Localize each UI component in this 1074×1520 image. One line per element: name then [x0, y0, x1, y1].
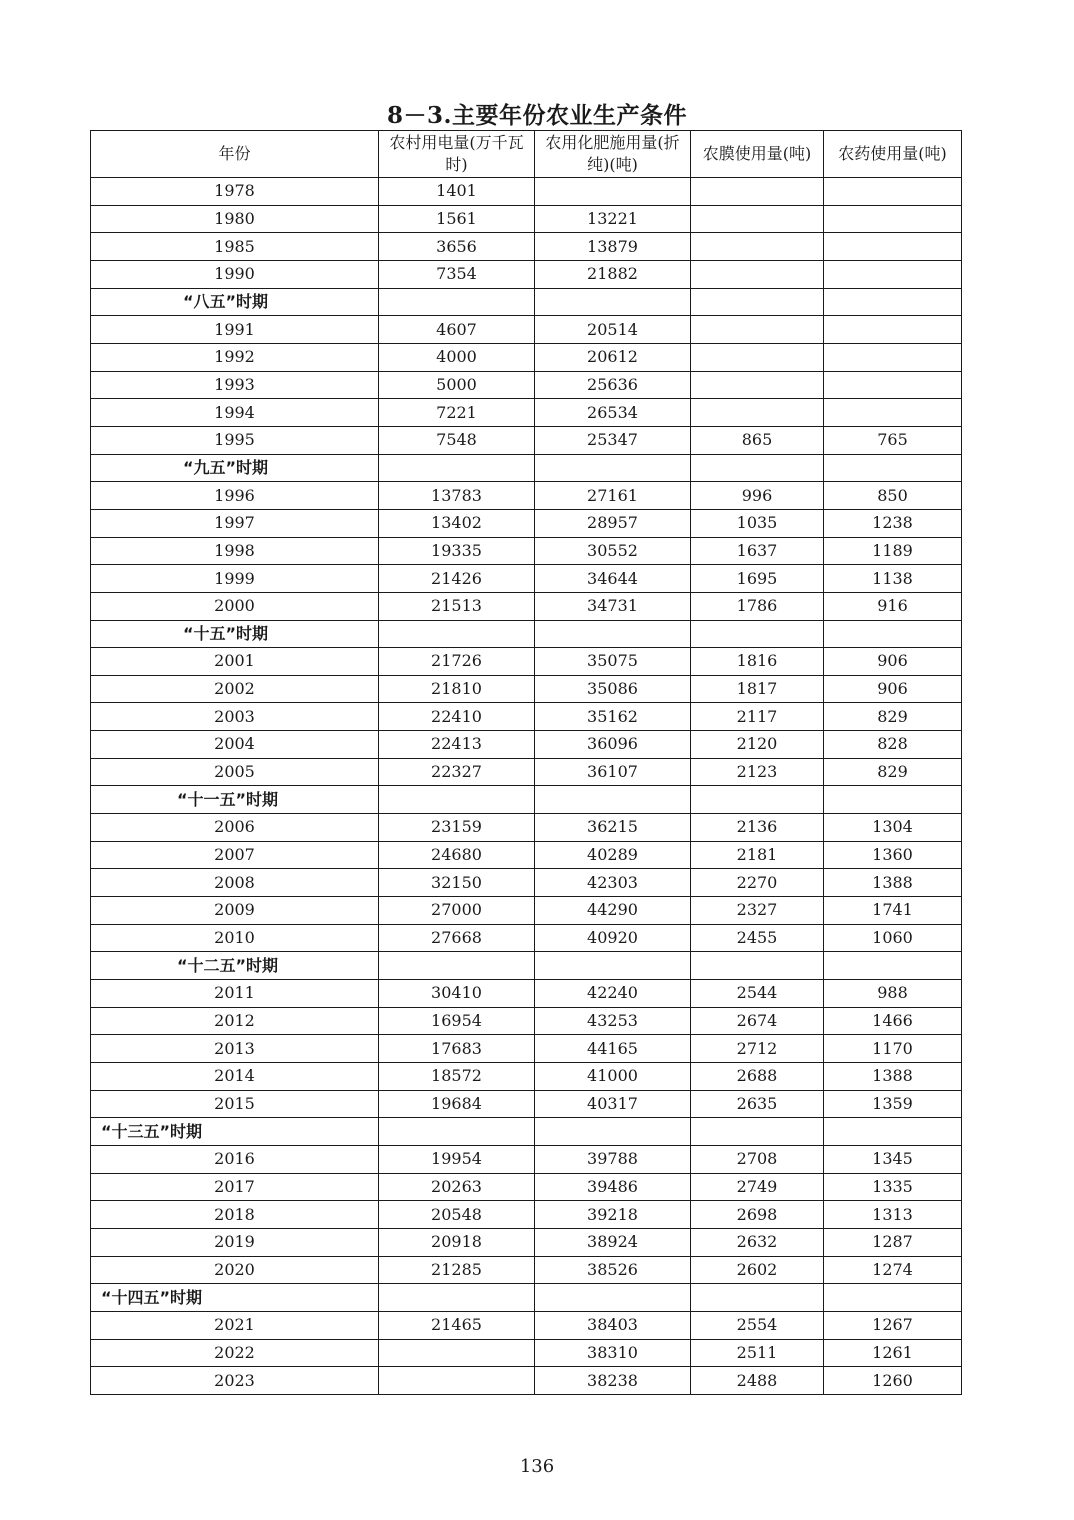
year-cell: 2002	[91, 675, 379, 703]
table-row	[91, 205, 962, 233]
fertilizer-cell: 41000	[535, 1063, 691, 1091]
pesticide-cell	[824, 233, 962, 261]
table-row	[91, 482, 962, 510]
plastic-film-cell	[691, 371, 824, 399]
header-rural-power: 农村用电量(万千瓦时)	[379, 131, 535, 178]
header-fertilizer: 农用化肥施用量(折纯)(吨)	[535, 131, 691, 178]
plastic-film-cell: 2554	[691, 1311, 824, 1339]
fertilizer-cell: 43253	[535, 1007, 691, 1035]
pesticide-cell	[824, 786, 962, 814]
table-row	[91, 758, 962, 786]
plastic-film-cell: 1637	[691, 537, 824, 565]
rural-power-cell	[379, 1284, 535, 1312]
year-cell: 2008	[91, 869, 379, 897]
pesticide-cell	[824, 316, 962, 344]
table-row	[91, 703, 962, 731]
fertilizer-cell: 38924	[535, 1228, 691, 1256]
year-cell: 2003	[91, 703, 379, 731]
period-row	[91, 1284, 962, 1312]
fertilizer-cell: 36215	[535, 814, 691, 842]
rural-power-cell: 22410	[379, 703, 535, 731]
rural-power-cell: 21726	[379, 648, 535, 676]
plastic-film-cell: 2123	[691, 758, 824, 786]
table-row	[91, 233, 962, 261]
rural-power-cell: 21810	[379, 675, 535, 703]
rural-power-cell	[379, 786, 535, 814]
rural-power-cell: 7548	[379, 426, 535, 454]
table-row	[91, 648, 962, 676]
pesticide-cell: 1741	[824, 897, 962, 925]
fertilizer-cell: 35086	[535, 675, 691, 703]
plastic-film-cell	[691, 1284, 824, 1312]
agri-conditions-table	[90, 130, 962, 1395]
plastic-film-cell: 1816	[691, 648, 824, 676]
header-year: 年份	[91, 131, 379, 178]
table-row	[91, 316, 962, 344]
rural-power-cell: 19335	[379, 537, 535, 565]
pesticide-cell: 828	[824, 731, 962, 759]
plastic-film-cell: 2181	[691, 841, 824, 869]
pesticide-cell: 1274	[824, 1256, 962, 1284]
year-cell: 2023	[91, 1367, 379, 1395]
pesticide-cell: 1170	[824, 1035, 962, 1063]
rural-power-cell: 4607	[379, 316, 535, 344]
year-cell: 2018	[91, 1201, 379, 1229]
year-cell: 2001	[91, 648, 379, 676]
pesticide-cell	[824, 1118, 962, 1146]
year-cell: 2007	[91, 841, 379, 869]
plastic-film-cell: 2698	[691, 1201, 824, 1229]
rural-power-cell	[379, 288, 535, 316]
rural-power-cell: 7354	[379, 260, 535, 288]
period-label: “十三五”时期	[91, 1118, 379, 1146]
pesticide-cell	[824, 620, 962, 648]
fertilizer-cell	[535, 1118, 691, 1146]
plastic-film-cell: 2602	[691, 1256, 824, 1284]
plastic-film-cell: 1035	[691, 509, 824, 537]
plastic-film-cell: 2674	[691, 1007, 824, 1035]
plastic-film-cell	[691, 260, 824, 288]
year-cell: 1999	[91, 565, 379, 593]
fertilizer-cell: 13221	[535, 205, 691, 233]
rural-power-cell: 17683	[379, 1035, 535, 1063]
rural-power-cell	[379, 1118, 535, 1146]
plastic-film-cell: 2632	[691, 1228, 824, 1256]
table-row	[91, 371, 962, 399]
year-cell: 1990	[91, 260, 379, 288]
rural-power-cell: 30410	[379, 980, 535, 1008]
plastic-film-cell: 2117	[691, 703, 824, 731]
rural-power-cell: 24680	[379, 841, 535, 869]
table-row	[91, 1090, 962, 1118]
table-row	[91, 897, 962, 925]
plastic-film-cell: 2749	[691, 1173, 824, 1201]
pesticide-cell: 1335	[824, 1173, 962, 1201]
plastic-film-cell	[691, 233, 824, 261]
table-row	[91, 924, 962, 952]
fertilizer-cell: 39788	[535, 1145, 691, 1173]
fertilizer-cell	[535, 952, 691, 980]
rural-power-cell: 13402	[379, 509, 535, 537]
rural-power-cell: 16954	[379, 1007, 535, 1035]
table-row	[91, 675, 962, 703]
fertilizer-cell	[535, 1284, 691, 1312]
pesticide-cell	[824, 371, 962, 399]
pesticide-cell: 1138	[824, 565, 962, 593]
pesticide-cell: 1360	[824, 841, 962, 869]
rural-power-cell: 21285	[379, 1256, 535, 1284]
fertilizer-cell: 25347	[535, 426, 691, 454]
pesticide-cell	[824, 343, 962, 371]
period-label: “十一五”时期	[91, 786, 379, 814]
pesticide-cell	[824, 288, 962, 316]
table-row	[91, 731, 962, 759]
rural-power-cell	[379, 620, 535, 648]
pesticide-cell: 829	[824, 703, 962, 731]
year-cell: 2016	[91, 1145, 379, 1173]
plastic-film-cell: 2488	[691, 1367, 824, 1395]
pesticide-cell	[824, 952, 962, 980]
rural-power-cell: 20548	[379, 1201, 535, 1229]
year-cell: 1991	[91, 316, 379, 344]
fertilizer-cell	[535, 620, 691, 648]
fertilizer-cell: 44165	[535, 1035, 691, 1063]
plastic-film-cell: 2327	[691, 897, 824, 925]
rural-power-cell	[379, 1367, 535, 1395]
table-row	[91, 260, 962, 288]
plastic-film-cell: 2688	[691, 1063, 824, 1091]
pesticide-cell: 916	[824, 592, 962, 620]
year-cell: 2013	[91, 1035, 379, 1063]
header-pesticide: 农药使用量(吨)	[824, 131, 962, 178]
year-cell: 1992	[91, 343, 379, 371]
pesticide-cell: 1238	[824, 509, 962, 537]
year-cell: 1997	[91, 509, 379, 537]
rural-power-cell	[379, 1339, 535, 1367]
rural-power-cell: 23159	[379, 814, 535, 842]
year-cell: 1995	[91, 426, 379, 454]
plastic-film-cell: 2136	[691, 814, 824, 842]
fertilizer-cell: 38238	[535, 1367, 691, 1395]
rural-power-cell: 5000	[379, 371, 535, 399]
fertilizer-cell: 38403	[535, 1311, 691, 1339]
rural-power-cell: 19954	[379, 1145, 535, 1173]
year-cell: 1993	[91, 371, 379, 399]
period-row	[91, 1118, 962, 1146]
plastic-film-cell: 865	[691, 426, 824, 454]
fertilizer-cell: 44290	[535, 897, 691, 925]
rural-power-cell: 22327	[379, 758, 535, 786]
table-row	[91, 1063, 962, 1091]
fertilizer-cell: 20514	[535, 316, 691, 344]
pesticide-cell: 906	[824, 675, 962, 703]
fertilizer-cell: 34731	[535, 592, 691, 620]
fertilizer-cell: 39218	[535, 1201, 691, 1229]
table-body	[91, 178, 962, 1395]
plastic-film-cell	[691, 343, 824, 371]
plastic-film-cell	[691, 786, 824, 814]
table-row	[91, 178, 962, 206]
pesticide-cell: 1260	[824, 1367, 962, 1395]
fertilizer-cell	[535, 178, 691, 206]
table-row	[91, 869, 962, 897]
fertilizer-cell	[535, 786, 691, 814]
table-row	[91, 592, 962, 620]
fertilizer-cell: 20612	[535, 343, 691, 371]
fertilizer-cell: 38310	[535, 1339, 691, 1367]
pesticide-cell: 1261	[824, 1339, 962, 1367]
rural-power-cell: 21465	[379, 1311, 535, 1339]
fertilizer-cell: 30552	[535, 537, 691, 565]
fertilizer-cell: 28957	[535, 509, 691, 537]
table-row	[91, 980, 962, 1008]
fertilizer-cell: 39486	[535, 1173, 691, 1201]
table-row	[91, 565, 962, 593]
table-row	[91, 1339, 962, 1367]
table-row	[91, 1311, 962, 1339]
year-cell: 2014	[91, 1063, 379, 1091]
fertilizer-cell: 36096	[535, 731, 691, 759]
fertilizer-cell: 21882	[535, 260, 691, 288]
pesticide-cell	[824, 399, 962, 427]
fertilizer-cell	[535, 288, 691, 316]
pesticide-cell: 1388	[824, 1063, 962, 1091]
year-cell: 2005	[91, 758, 379, 786]
plastic-film-cell	[691, 178, 824, 206]
pesticide-cell: 1287	[824, 1228, 962, 1256]
pesticide-cell: 1345	[824, 1145, 962, 1173]
pesticide-cell: 988	[824, 980, 962, 1008]
plastic-film-cell: 2544	[691, 980, 824, 1008]
pesticide-cell: 1304	[824, 814, 962, 842]
rural-power-cell: 19684	[379, 1090, 535, 1118]
rural-power-cell: 1401	[379, 178, 535, 206]
fertilizer-cell: 42303	[535, 869, 691, 897]
table-row	[91, 1201, 962, 1229]
year-cell: 2009	[91, 897, 379, 925]
fertilizer-cell: 27161	[535, 482, 691, 510]
year-cell: 1998	[91, 537, 379, 565]
fertilizer-cell: 35075	[535, 648, 691, 676]
period-label: “九五”时期	[91, 454, 379, 482]
plastic-film-cell: 1695	[691, 565, 824, 593]
year-cell: 2020	[91, 1256, 379, 1284]
table-row	[91, 1145, 962, 1173]
rural-power-cell: 27668	[379, 924, 535, 952]
plastic-film-cell: 2270	[691, 869, 824, 897]
year-cell: 1985	[91, 233, 379, 261]
table-row	[91, 343, 962, 371]
year-cell: 1980	[91, 205, 379, 233]
plastic-film-cell: 1817	[691, 675, 824, 703]
table-row	[91, 509, 962, 537]
plastic-film-cell: 2455	[691, 924, 824, 952]
header-row	[91, 131, 962, 178]
plastic-film-cell: 2708	[691, 1145, 824, 1173]
pesticide-cell	[824, 454, 962, 482]
table-row	[91, 399, 962, 427]
pesticide-cell: 850	[824, 482, 962, 510]
fertilizer-cell: 40289	[535, 841, 691, 869]
page-number: 136	[519, 1456, 555, 1477]
plastic-film-cell: 2120	[691, 731, 824, 759]
period-row	[91, 620, 962, 648]
fertilizer-cell: 13879	[535, 233, 691, 261]
table-row	[91, 426, 962, 454]
pesticide-cell	[824, 260, 962, 288]
rural-power-cell: 3656	[379, 233, 535, 261]
rural-power-cell: 4000	[379, 343, 535, 371]
plastic-film-cell: 2712	[691, 1035, 824, 1063]
period-label: “八五”时期	[91, 288, 379, 316]
plastic-film-cell	[691, 399, 824, 427]
rural-power-cell: 32150	[379, 869, 535, 897]
pesticide-cell: 765	[824, 426, 962, 454]
table-row	[91, 1035, 962, 1063]
year-cell: 2019	[91, 1228, 379, 1256]
year-cell: 2021	[91, 1311, 379, 1339]
table-row	[91, 1228, 962, 1256]
period-row	[91, 454, 962, 482]
header-plastic-film: 农膜使用量(吨)	[691, 131, 824, 178]
table-row	[91, 814, 962, 842]
year-cell: 2006	[91, 814, 379, 842]
pesticide-cell: 829	[824, 758, 962, 786]
year-cell: 2017	[91, 1173, 379, 1201]
pesticide-cell: 1388	[824, 869, 962, 897]
year-cell: 2010	[91, 924, 379, 952]
pesticide-cell: 1189	[824, 537, 962, 565]
period-row	[91, 786, 962, 814]
period-row	[91, 952, 962, 980]
fertilizer-cell: 38526	[535, 1256, 691, 1284]
rural-power-cell: 1561	[379, 205, 535, 233]
table-row	[91, 537, 962, 565]
fertilizer-cell: 40317	[535, 1090, 691, 1118]
rural-power-cell: 22413	[379, 731, 535, 759]
fertilizer-cell: 40920	[535, 924, 691, 952]
year-cell: 2015	[91, 1090, 379, 1118]
table-row	[91, 841, 962, 869]
plastic-film-cell	[691, 1118, 824, 1146]
pesticide-cell: 1313	[824, 1201, 962, 1229]
rural-power-cell: 27000	[379, 897, 535, 925]
pesticide-cell	[824, 205, 962, 233]
fertilizer-cell: 42240	[535, 980, 691, 1008]
pesticide-cell: 1359	[824, 1090, 962, 1118]
rural-power-cell: 7221	[379, 399, 535, 427]
plastic-film-cell	[691, 620, 824, 648]
page-title: 8－3.主要年份农业生产条件	[386, 102, 687, 129]
period-label: “十四五”时期	[91, 1284, 379, 1312]
rural-power-cell	[379, 454, 535, 482]
fertilizer-cell: 36107	[535, 758, 691, 786]
year-cell: 2004	[91, 731, 379, 759]
plastic-film-cell	[691, 205, 824, 233]
pesticide-cell	[824, 1284, 962, 1312]
pesticide-cell: 906	[824, 648, 962, 676]
period-label: “十五”时期	[91, 620, 379, 648]
plastic-film-cell	[691, 288, 824, 316]
table-row	[91, 1173, 962, 1201]
plastic-film-cell	[691, 454, 824, 482]
year-cell: 2012	[91, 1007, 379, 1035]
fertilizer-cell: 35162	[535, 703, 691, 731]
fertilizer-cell	[535, 454, 691, 482]
fertilizer-cell: 25636	[535, 371, 691, 399]
table-row	[91, 1367, 962, 1395]
plastic-film-cell: 2511	[691, 1339, 824, 1367]
rural-power-cell: 13783	[379, 482, 535, 510]
plastic-film-cell	[691, 952, 824, 980]
rural-power-cell: 20918	[379, 1228, 535, 1256]
year-cell: 2000	[91, 592, 379, 620]
rural-power-cell	[379, 952, 535, 980]
period-label: “十二五”时期	[91, 952, 379, 980]
rural-power-cell: 21513	[379, 592, 535, 620]
table-row	[91, 1256, 962, 1284]
period-row	[91, 288, 962, 316]
year-cell: 1978	[91, 178, 379, 206]
table-header	[91, 131, 962, 178]
plastic-film-cell	[691, 316, 824, 344]
year-cell: 1994	[91, 399, 379, 427]
pesticide-cell: 1267	[824, 1311, 962, 1339]
plastic-film-cell: 1786	[691, 592, 824, 620]
fertilizer-cell: 34644	[535, 565, 691, 593]
rural-power-cell: 18572	[379, 1063, 535, 1091]
year-cell: 2022	[91, 1339, 379, 1367]
plastic-film-cell: 2635	[691, 1090, 824, 1118]
year-cell: 2011	[91, 980, 379, 1008]
pesticide-cell: 1060	[824, 924, 962, 952]
pesticide-cell	[824, 178, 962, 206]
rural-power-cell: 21426	[379, 565, 535, 593]
rural-power-cell: 20263	[379, 1173, 535, 1201]
fertilizer-cell: 26534	[535, 399, 691, 427]
pesticide-cell: 1466	[824, 1007, 962, 1035]
plastic-film-cell: 996	[691, 482, 824, 510]
table-row	[91, 1007, 962, 1035]
year-cell: 1996	[91, 482, 379, 510]
